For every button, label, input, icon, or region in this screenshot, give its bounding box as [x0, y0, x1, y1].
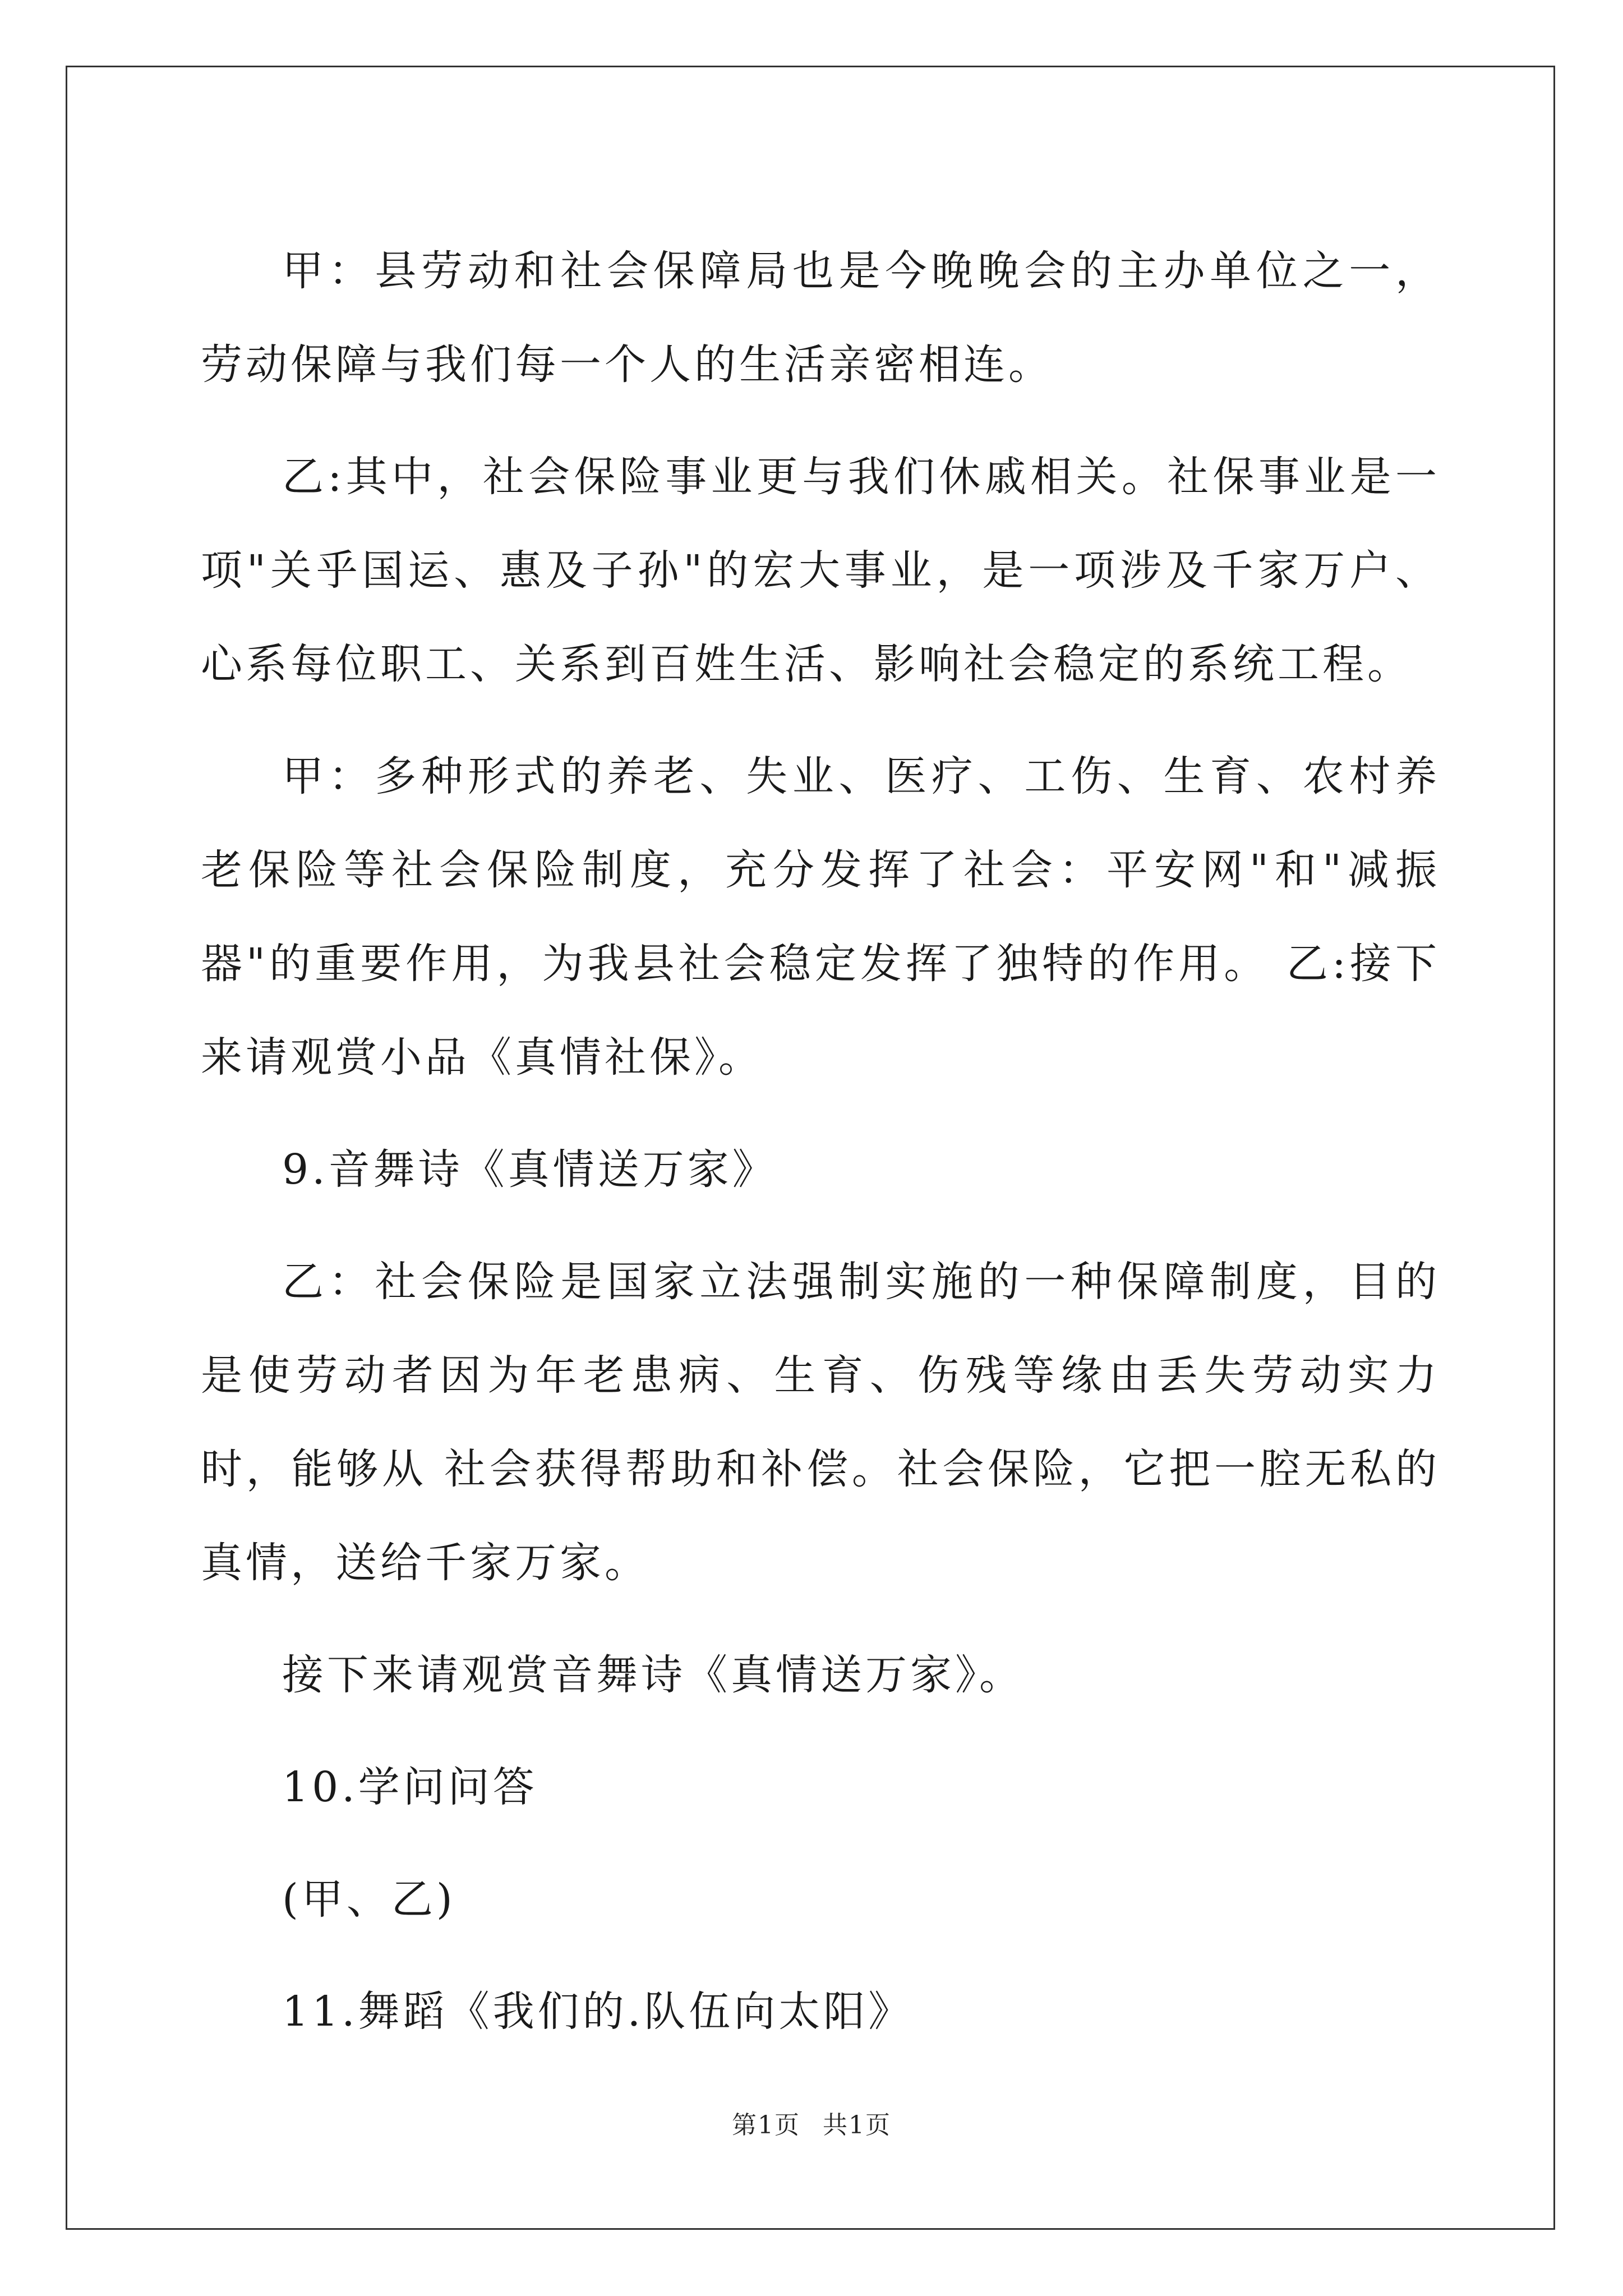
- program-item-10-hosts: (甲、乙): [282, 1875, 456, 1924]
- page-footer: [0, 2105, 1623, 2141]
- paragraph-jia-insurance-system: 甲：多种形式的养老、失业、医疗、工伤、生育、农村养老保险等社会保险制度，充分发挥了社会：平安网"和"减振器"的重要作用，为我县社会稳定发挥了独特的作用。 乙:接下来请观赏小品《真情社保》。: [201, 752, 1440, 1082]
- program-item-11: 11.舞蹈《我们的.队伍向太阳》: [282, 1987, 914, 2036]
- page-number: 第1页: [732, 2111, 800, 2139]
- paragraph-yi-protection-system: 乙：社会保险是国家立法强制实施的一种保障制度，目的是使劳动者因为年老患病、生育、伤残等缘由丢失劳动实力时，能够从 社会获得帮助和补偿。社会保险，它把一腔无私的 真情，送给千家万家。: [201, 1258, 1440, 1587]
- program-item-9: 9.音舞诗《真情送万家》: [282, 1145, 777, 1194]
- paragraph-yi-social-insurance: 乙:其中，社会保险事业更与我们休戚相关。社保事业是一项"关乎国运、惠及子孙"的宏大事业，是一项涉及千家万户、心系每位职工、关系到百姓生活、影响社会稳定的系统工程。: [201, 453, 1440, 688]
- paragraph-watch-poem: 接下来请观赏音舞诗《真情送万家》。: [282, 1651, 1024, 1699]
- page-total: 共1页: [823, 2111, 891, 2139]
- paragraph-jia-intro: 甲：县劳动和社会保障局也是今晚晚会的主办单位之一，劳动保障与我们每一个人的生活亲密相连。: [201, 247, 1440, 389]
- document-body: [201, 224, 1440, 2077]
- program-item-10: 10.学问问答: [282, 1763, 538, 1811]
